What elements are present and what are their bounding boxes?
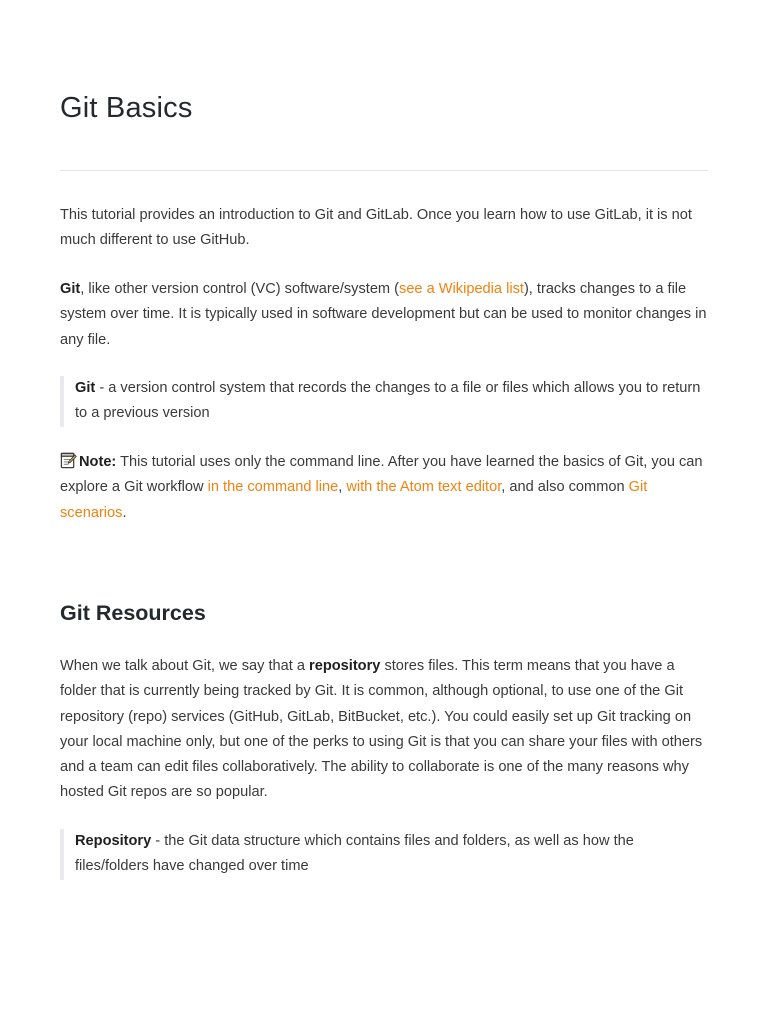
git-quote-definition: - a version control system that records the changes to a file or files which allows you to return to a previous version [75,380,701,422]
git-definition-quote [60,376,708,427]
page-title: Git Basics [60,92,193,124]
git-text-2: ), tracks changes to a file system over time. It is typically used in software development but can be used to monitor changes in any file. [60,281,707,348]
note-text-2: , and also common [501,479,629,496]
note-end: . [122,504,127,521]
repo-quote-term: Repository [75,833,152,849]
git-text-1: , like other version control (VC) software/system ( [80,281,400,297]
note-label: Note: [79,454,117,470]
title-divider [60,170,708,171]
git-quote-term: Git [75,380,96,396]
wikipedia-list-link[interactable]: see a Wikipedia list [399,281,524,297]
repository-definition-quote [60,829,708,880]
note-text-1: This tutorial uses only the command line. After you have learned the basics of Git, you can explore a Git workflow [60,454,703,496]
resources-text-1: When we talk about Git, we say that a [60,658,310,674]
git-paragraph [60,277,708,353]
intro-text: This tutorial provides an introduction to Git and GitLab. Once you learn how to use GitLab, it is not much different to use GitHub. [60,207,692,249]
memo-icon [60,452,77,469]
note-separator: , [338,479,347,496]
intro-paragraph [60,203,708,254]
atom-editor-link[interactable]: with the Atom text editor [346,479,502,496]
note-paragraph [60,450,708,526]
git-scenarios-link[interactable]: Git scenarios [60,479,648,521]
resources-paragraph [60,654,708,806]
command-line-link[interactable]: in the command line [207,479,339,496]
git-term: Git [60,281,81,297]
resources-text-2: stores files. This term means that you have a folder that is currently being tracked by Git. It is common, although optional, to use one of the Git repository (repo) services (GitHub, GitLab, BitBucket, etc.). You could easily set up Git tracking on your local machine only, but one of the perks to using Git is that you can share your files with others and a team can edit files collaboratively. The ability to collaborate is one of the many reasons why hosted Git repos are so popular. [60,658,703,801]
repository-term: repository [309,658,381,674]
repo-quote-definition: - the Git data structure which contains files and folders, as well as how the files/folders have changed over time [75,833,634,875]
resources-heading: Git Resources [60,601,206,625]
